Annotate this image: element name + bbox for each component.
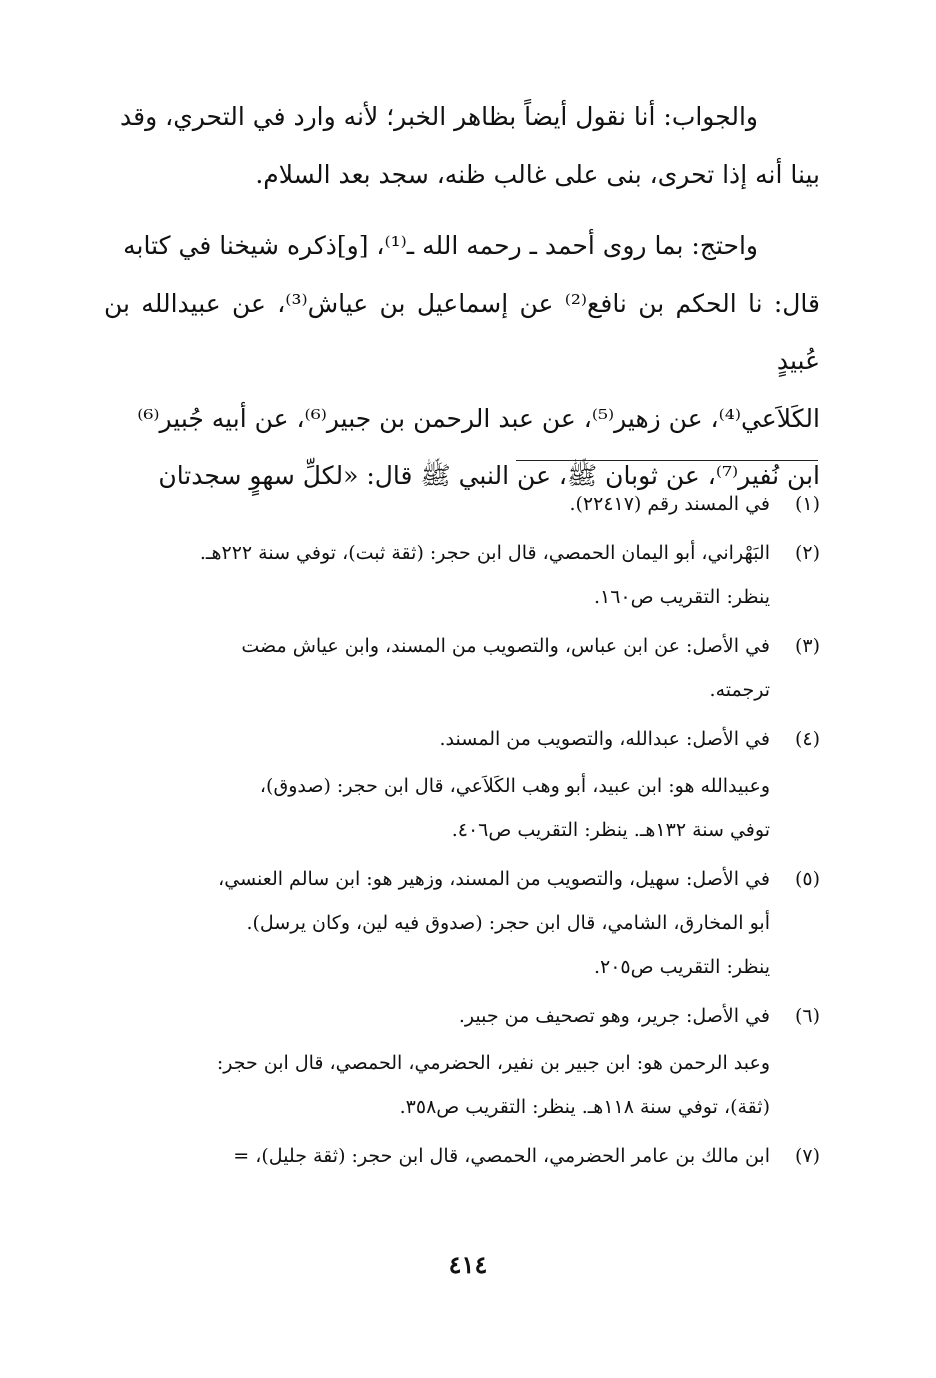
footnote-number: (٧) (794, 1145, 820, 1167)
footnote-number: (٦) (794, 1005, 820, 1027)
footnote-line: ترجمته. (709, 679, 770, 701)
footnote-line: ابن مالك بن عامر الحضرمي، الحمصي، قال ابن حجر: (ثقة جليل)، = (233, 1145, 770, 1167)
footnote-line: وعبد الرحمن هو: ابن جبير بن نفير، الحضرمي، الحمصي، قال ابن حجر: (216, 1052, 770, 1074)
footnote-continuation (104, 764, 820, 852)
main-text (104, 88, 820, 505)
page-number: ٤١٤ (448, 1250, 488, 1279)
footnote-number: (٢) (794, 542, 820, 564)
footnote-line: البَهْراني، أبو اليمان الحمصي، قال ابن حجر: (ثقة ثبت)، توفي سنة ٢٢٢هـ. (199, 542, 770, 564)
footnote-number: (١) (794, 493, 820, 515)
footnote-number: (٣) (794, 635, 820, 657)
footnote-divider (516, 460, 818, 461)
footnote (104, 994, 820, 1038)
footnote (104, 1134, 820, 1178)
footnote-line: وعبيدالله هو: ابن عبيد، أبو وهب الكَلاَعي، قال ابن حجر: (صدوق)، (259, 775, 770, 797)
footnote-line: ينظر: التقريب ص١٦٠. (593, 586, 770, 608)
footnote-number: (٥) (794, 868, 820, 890)
footnotes (104, 482, 820, 1183)
footnote (104, 624, 820, 712)
footnote-number: (٤) (794, 728, 820, 750)
main-line: واحتج: بما روى أحمد ـ رحمه الله ـ⁽¹⁾، [و]ذكره شيخنا في كتابه (123, 231, 758, 260)
footnote-continuation (104, 1041, 820, 1129)
footnote-line: في الأصل: جرير، وهو تصحيف من جبير. (458, 1005, 770, 1027)
footnote-line: في الأصل: سهيل، والتصويب من المسند، وزهير هو: ابن سالم العنسي، (218, 868, 770, 890)
footnote-line: في الأصل: عبدالله، والتصويب من المسند. (439, 728, 770, 750)
footnote-line: (ثقة)، توفي سنة ١١٨هـ. ينظر: التقريب ص٣٥٨. (399, 1096, 770, 1118)
footnote (104, 857, 820, 989)
footnote-line: أبو المخارق، الشامي، قال ابن حجر: (صدوق فيه لين، وكان يرسل). (246, 912, 770, 934)
main-line: قال: نا الحكم بن نافع⁽²⁾ عن إسماعيل بن عياش⁽³⁾، عن عبيدالله بن عُبيدٍ (104, 288, 820, 375)
main-line: والجواب: أنا نقول أيضاً بظاهر الخبر؛ لأنه وارد في التحري، وقد (120, 102, 758, 131)
main-line: بينا أنه إذا تحرى، بنى على غالب ظنه، سجد بعد السلام. (255, 159, 820, 189)
main-line: ابن نُفير⁽⁷⁾، عن ثوبان ﷺ، عن النبي ﷺ قال: «لكلِّ سهوٍ سجدتان (158, 461, 820, 490)
footnote-line: ينظر: التقريب ص٢٠٥. (593, 956, 770, 978)
footnote (104, 531, 820, 619)
footnote (104, 717, 820, 761)
footnote-line: في الأصل: عن ابن عباس، والتصويب من المسند، وابن عياش مضت (241, 635, 770, 657)
footnote-line: توفي سنة ١٣٢هـ. ينظر: التقريب ص٤٠٦. (451, 819, 770, 841)
footnote (104, 482, 820, 526)
footnote-line: في المسند رقم (٢٢٤١٧). (569, 493, 770, 515)
main-line: الكَلاَعي⁽⁴⁾، عن زهير⁽⁵⁾، عن عبد الرحمن بن جبير⁽⁶⁾، عن أبيه جُبير⁽⁶⁾ (137, 403, 820, 433)
